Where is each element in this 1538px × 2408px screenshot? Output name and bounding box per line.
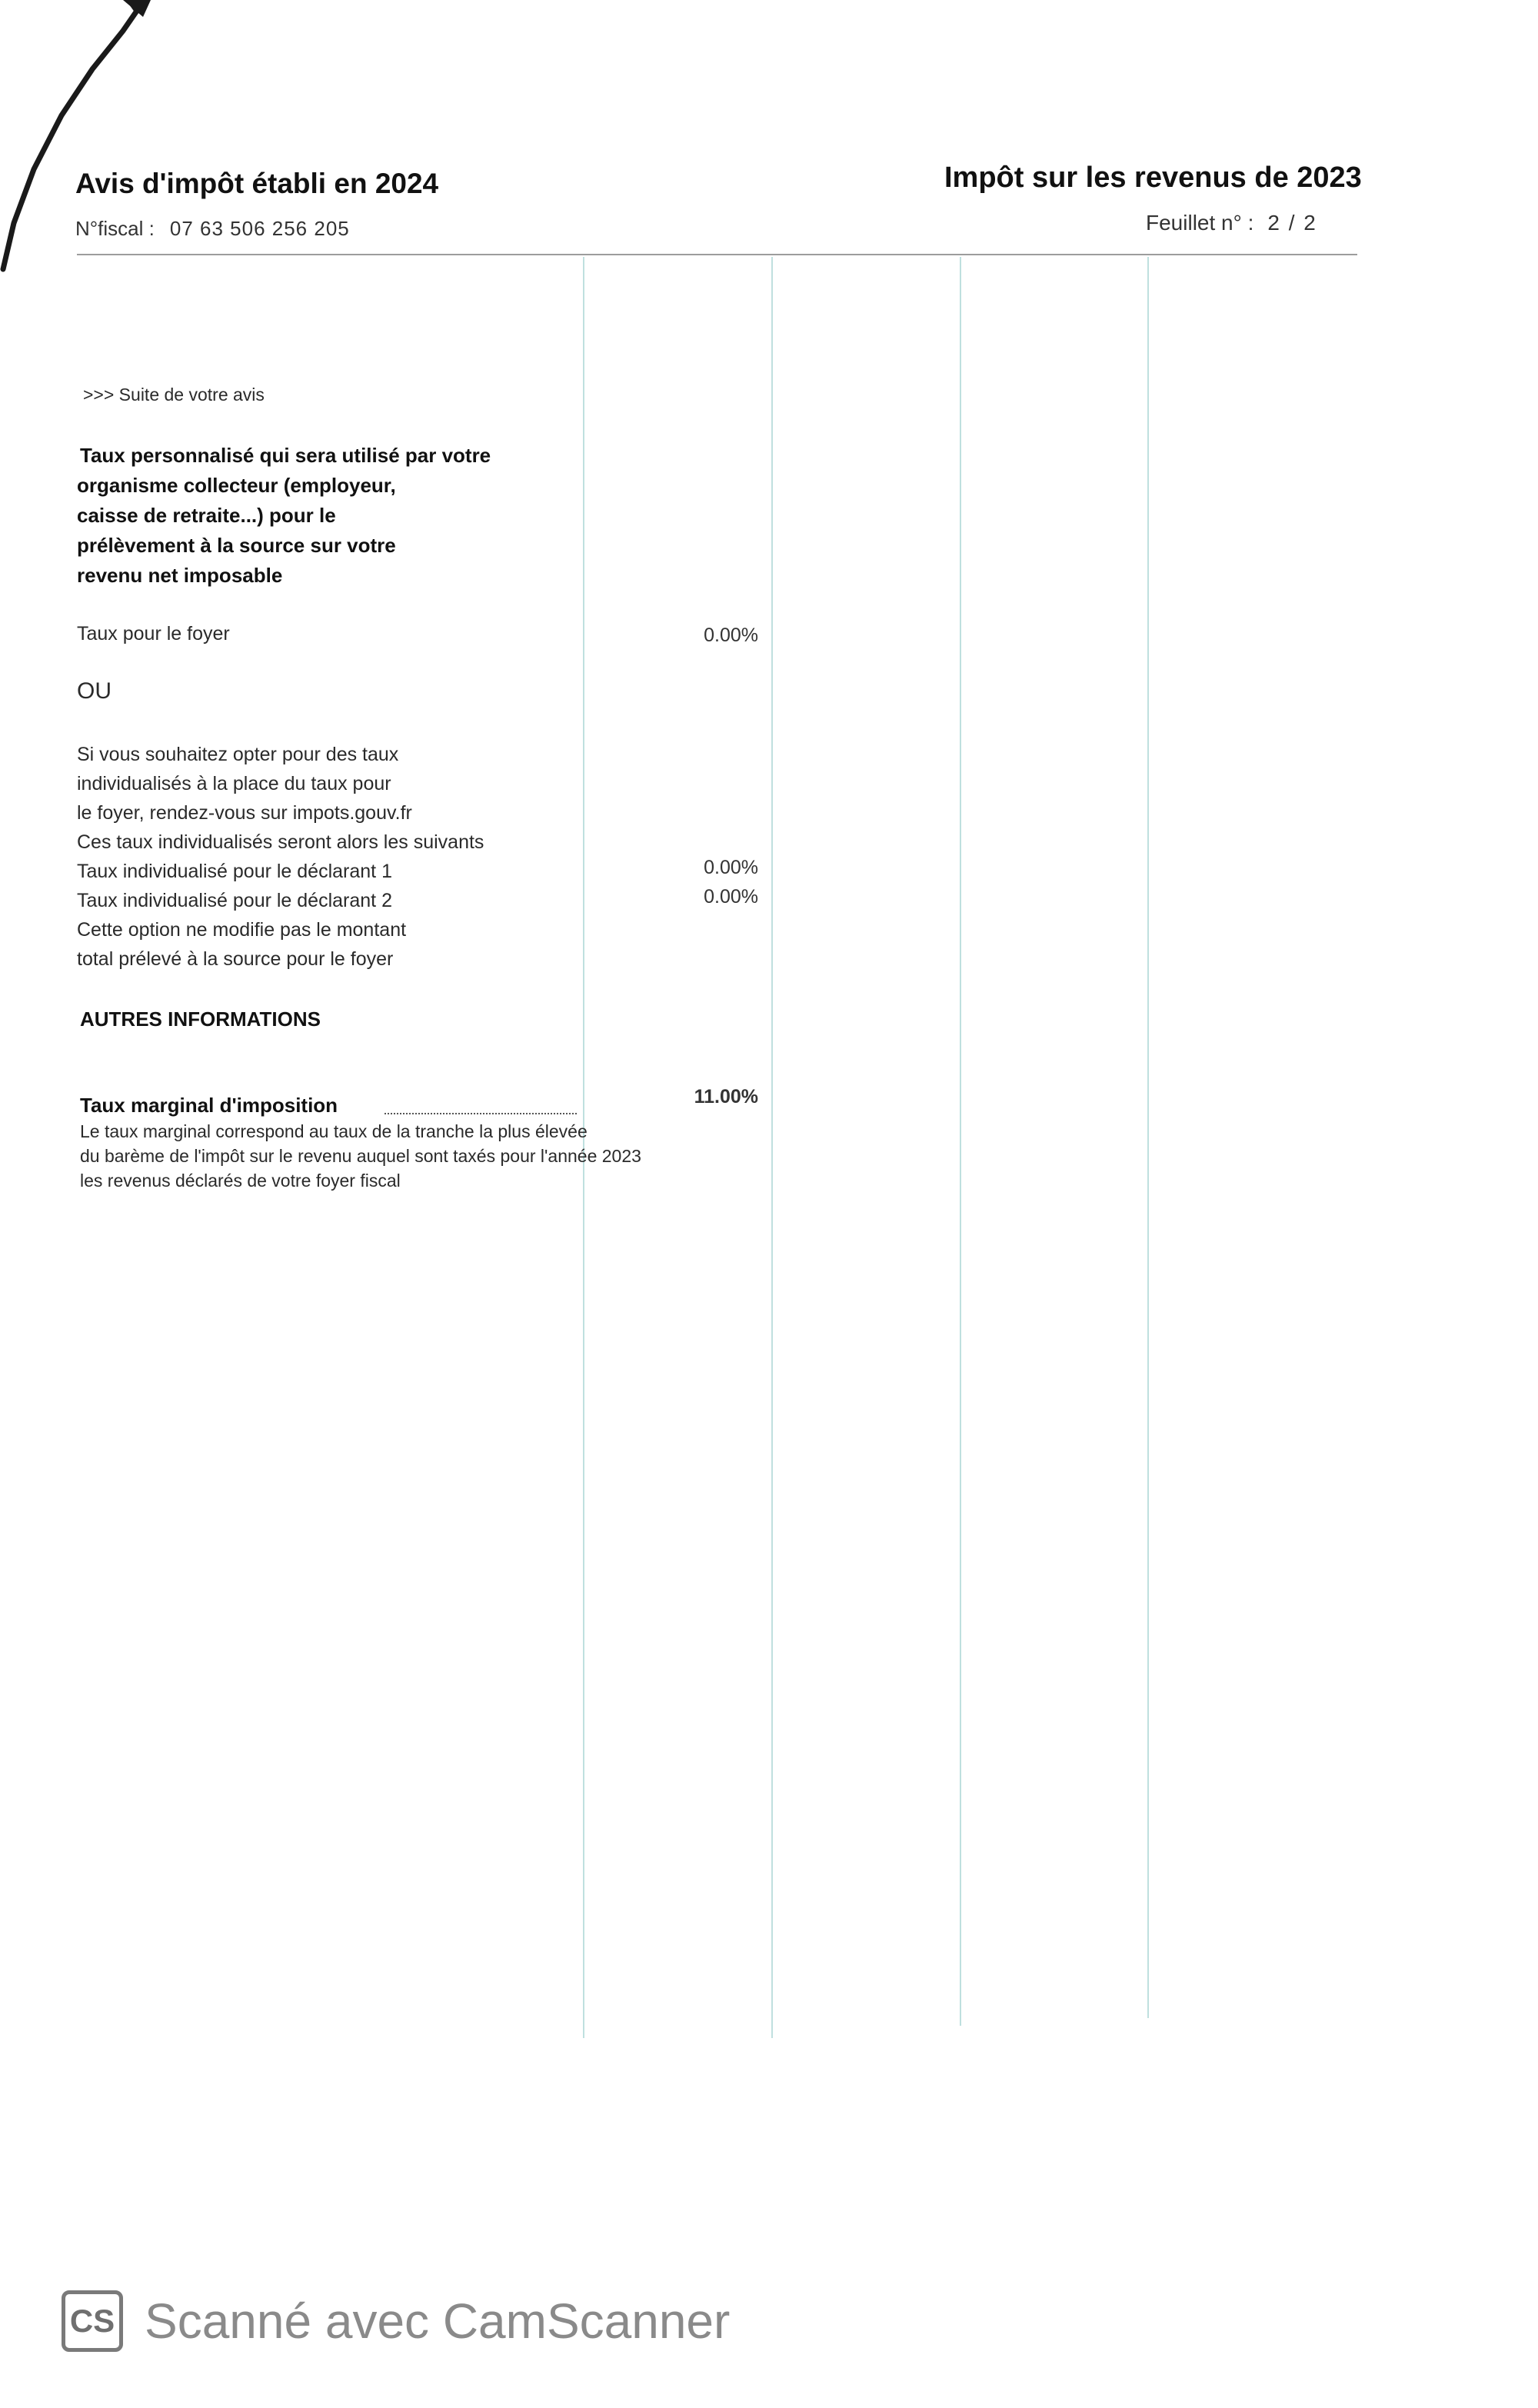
individual-intro-line-2: individualisés à la place du taux pour <box>77 773 391 794</box>
individual-intro-line-4: Ces taux individualisés seront alors les suivants <box>77 831 484 853</box>
sheet-number-row <box>1146 211 1317 235</box>
header-divider <box>77 254 1357 255</box>
or-separator: OU <box>77 678 112 704</box>
option-note-line-2: total prélevé à la source pour le foyer <box>77 948 394 970</box>
column-divider <box>960 257 961 2026</box>
sheet-number-value: 2 / 2 <box>1267 211 1317 235</box>
option-note-line-1: Cette option ne modifie pas le montant <box>77 919 407 941</box>
dotted-leader <box>384 1113 577 1114</box>
other-info-heading: AUTRES INFORMATIONS <box>80 1007 321 1031</box>
camscanner-logo-icon: CS <box>62 2290 123 2352</box>
declarant-1-rate-value: 0.00% <box>704 857 758 878</box>
rate-heading-line-3: caisse de retraite...) pour le <box>77 504 336 527</box>
household-rate-value: 0.00% <box>704 624 758 646</box>
declarant-2-rate-label: Taux individualisé pour le déclarant 2 <box>77 890 392 911</box>
continuation-text: >>> Suite de votre avis <box>83 385 265 405</box>
marginal-note-line-3: les revenus déclarés de votre foyer fiscal <box>80 1171 401 1191</box>
rate-heading-line-5: revenu net imposable <box>77 564 283 587</box>
notice-year-title: Avis d'impôt établi en 2024 <box>75 168 439 199</box>
household-rate-label: Taux pour le foyer <box>77 623 230 644</box>
individual-intro-line-1: Si vous souhaitez opter pour des taux <box>77 744 399 765</box>
fiscal-number-value: 07 63 506 256 205 <box>169 217 350 240</box>
rate-heading-line-4: prélèvement à la source sur votre <box>77 534 396 557</box>
fiscal-number-row <box>75 217 350 241</box>
column-divider <box>771 257 773 2038</box>
sheet-number-label: Feuillet n° : <box>1146 211 1254 235</box>
fiscal-number-label: N°fiscal : <box>75 217 155 240</box>
declarant-2-rate-value: 0.00% <box>704 886 758 908</box>
camscanner-text: Scanné avec CamScanner <box>145 2293 731 2349</box>
marginal-note-line-1: Le taux marginal correspond au taux de la tranche la plus élevée <box>80 1121 588 1141</box>
marginal-rate-label: Taux marginal d'imposition <box>80 1094 338 1117</box>
rate-heading-line-1: Taux personnalisé qui sera utilisé par votre <box>80 444 491 467</box>
income-year-title: Impôt sur les revenus de 2023 <box>944 162 1362 194</box>
individual-intro-line-3: le foyer, rendez-vous sur impots.gouv.fr <box>77 802 412 824</box>
marginal-rate-value: 11.00% <box>694 1086 758 1107</box>
marginal-note-line-2: du barème de l'impôt sur le revenu auquel sont taxés pour l'année 2023 <box>80 1146 641 1166</box>
column-divider <box>1147 257 1149 2018</box>
camscanner-watermark <box>62 2290 730 2352</box>
declarant-1-rate-label: Taux individualisé pour le déclarant 1 <box>77 861 392 882</box>
rate-heading-line-2: organisme collecteur (employeur, <box>77 474 396 497</box>
